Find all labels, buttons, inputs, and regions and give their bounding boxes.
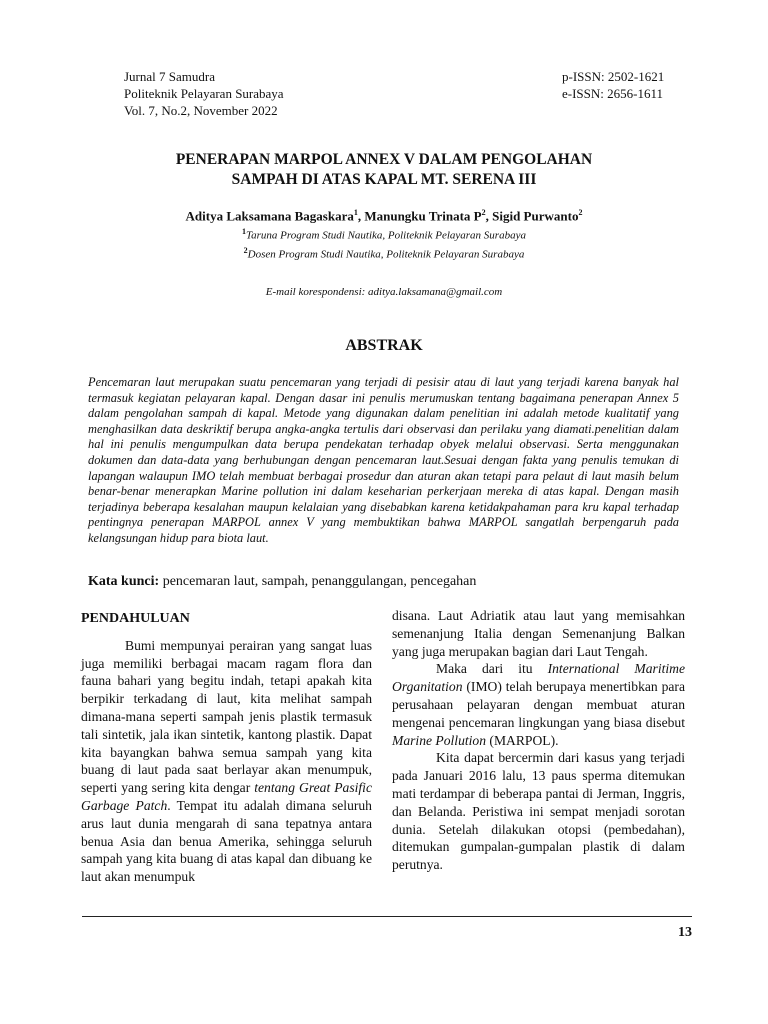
affiliation-1 (84, 227, 684, 242)
author-list (84, 208, 684, 224)
journal-institution: Politeknik Pelayaran Surabaya (124, 86, 284, 101)
correspondence-email: E-mail korespondensi: aditya.laksamana@gmail.com (265, 286, 503, 298)
footer-rule (82, 916, 692, 917)
paper-title-line-1: PENERAPAN MARPOL ANNEX V DALAM PENGOLAHAN (175, 151, 593, 168)
author-name: Aditya Laksamana Bagaskara (185, 208, 354, 224)
affiliation-text: Dosen Program Studi Nautika, Politeknik Pelayaran Surabaya (247, 248, 525, 261)
paragraph-text: (MARPOL). (486, 732, 559, 748)
body-paragraph: disana. Laut Adriatik atau laut yang memisahkan semenanjung Italia dengan Semenanjung Balkan yang juga merupakan bagian dari Laut Tengah. (392, 608, 685, 659)
body-paragraph (81, 637, 372, 886)
keywords-label: Kata kunci: (88, 574, 160, 589)
paragraph-italic-text: International Maritime Organitation (392, 661, 685, 695)
paragraph-text: . Tempat itu adalah dimana seluruh arus laut dunia mengarah di sana tepatnya antara benua Asia dan benua Amerika, sehingga seluruh sampah yang kita buang di atas kapal dan dibuang ke laut akan menumpuk (81, 797, 372, 885)
paper-title (84, 150, 684, 190)
keywords-text: pencemaran laut, sampah, penanggulangan, pencegahan (162, 574, 477, 589)
abstract-text: Pencemaran laut merupakan suatu pencemaran yang terjadi di pesisir atau di laut yang terjadi karena banyak hal termasuk kegiatan pelayaran kapal. Dengan dasar ini penulis merumuskan tentang bagaimana penerapan Annex 5 dalam pengolahan sampah di kapal. Metode yang digunakan dalam penelitian ini adalah metode kualitatif yang menghasilkan data deskriktif berupa angka-angka tertulis dari observasi dan perilaku yang diamati.penelitian dalam hal ini penulis mengumpulkan data berupa pendekatan terhadap obyek melalui observasi. Serta menggunakan dokumen dan data-data yang berhubungan dengan pencemaran laut.Sesuai dengan fakta yang penulis temukan di lapangan walaupun IMO telah membuat berbagai prosedur dan aturan akan tetapi para pelaut di laut masih belum benar-benar menerapkan Marine pollution ini dalam keseharian perkerjaan mereka di atas kapal. Dengan masih terjadinya beberapa kesalahan maupun kelalaian yang disebabkan karena ketidakpahaman para kru kapal terhadap pentingnya penerapan MARPOL annex V yang membuktikan bahwa MARPOL sangatlah berpengaruh pada kelangsungan hidup para biota laut. (88, 375, 679, 545)
running-header-left (124, 68, 284, 119)
paragraph-text: Maka dari itu (436, 661, 548, 677)
author-affiliation-mark: 2 (578, 208, 583, 217)
paragraph-text: Bumi mempunyai perairan yang sangat luas juga memiliki berbagai macam ragam flora dan fauna bahari yang begitu indah, tetapi apakah kita berpikir terkadang di laut, kita melihat sampah dimana-mana seperti sampah jenis plastik termasuk tali sintetik, jala ikan sintetik, kantong plastik. Dapat kita bayangkan bahwa semua sampah yang kita buang di laut pada saat berlayar akan menumpuk, seperti yang sering kita dengar (81, 637, 372, 796)
author-separator: , (485, 208, 493, 224)
affiliation-mark: 2 (243, 246, 248, 255)
paragraph-text: (IMO) telah berupaya menertibkan para perusahaan pelayaran dengan membuat aturan mengenai pencemaran lingkungan yang biasa disebut (392, 679, 685, 730)
affiliation-mark: 1 (242, 227, 246, 236)
e-issn: e-ISSN: 2656-1611 (562, 86, 663, 101)
page-number: 13 (678, 925, 692, 940)
author-affiliation-mark: 2 (481, 208, 486, 217)
journal-volume: Vol. 7, No.2, November 2022 (124, 103, 278, 118)
body-column-left (81, 610, 372, 886)
author-name: Sigid Purwanto (492, 208, 579, 224)
keywords (88, 574, 688, 590)
author-name: Manungku Trinata P (364, 208, 482, 224)
author-affiliation-mark: 1 (353, 208, 358, 217)
abstract-heading: ABSTRAK (345, 337, 423, 354)
body-column-right (392, 607, 685, 874)
p-issn: p-ISSN: 2502-1621 (562, 69, 665, 84)
body-paragraph: Kita dapat bercermin dari kasus yang terjadi pada Januari 2016 lalu, 13 paus sperma ditemukan mati terdampar di beberapa pantai di Jerman, Inggris, dan Belanda. Peristiwa ini sempat menjadi sorotan dunia. Setelah dilakukan otopsi (pembedahan), ditemukan gumpalan-gumpalan plastik di dalam perutnya. (392, 750, 685, 873)
section-heading-introduction: PENDAHULUAN (81, 611, 190, 626)
running-header-right (562, 68, 664, 102)
paragraph-italic-text: Marine Pollution (392, 732, 487, 748)
paragraph-italic-text: tentang Great Pasific Garbage Patch (81, 780, 372, 813)
author-separator: , (357, 208, 365, 224)
affiliation-2 (84, 246, 684, 261)
affiliation-text: Taruna Program Studi Nautika, Politeknik Pelayaran Surabaya (246, 229, 526, 242)
body-paragraph (392, 660, 685, 749)
paper-title-line-2: SAMPAH DI ATAS KAPAL MT. SERENA III (231, 171, 537, 188)
journal-name: Jurnal 7 Samudra (124, 69, 215, 84)
